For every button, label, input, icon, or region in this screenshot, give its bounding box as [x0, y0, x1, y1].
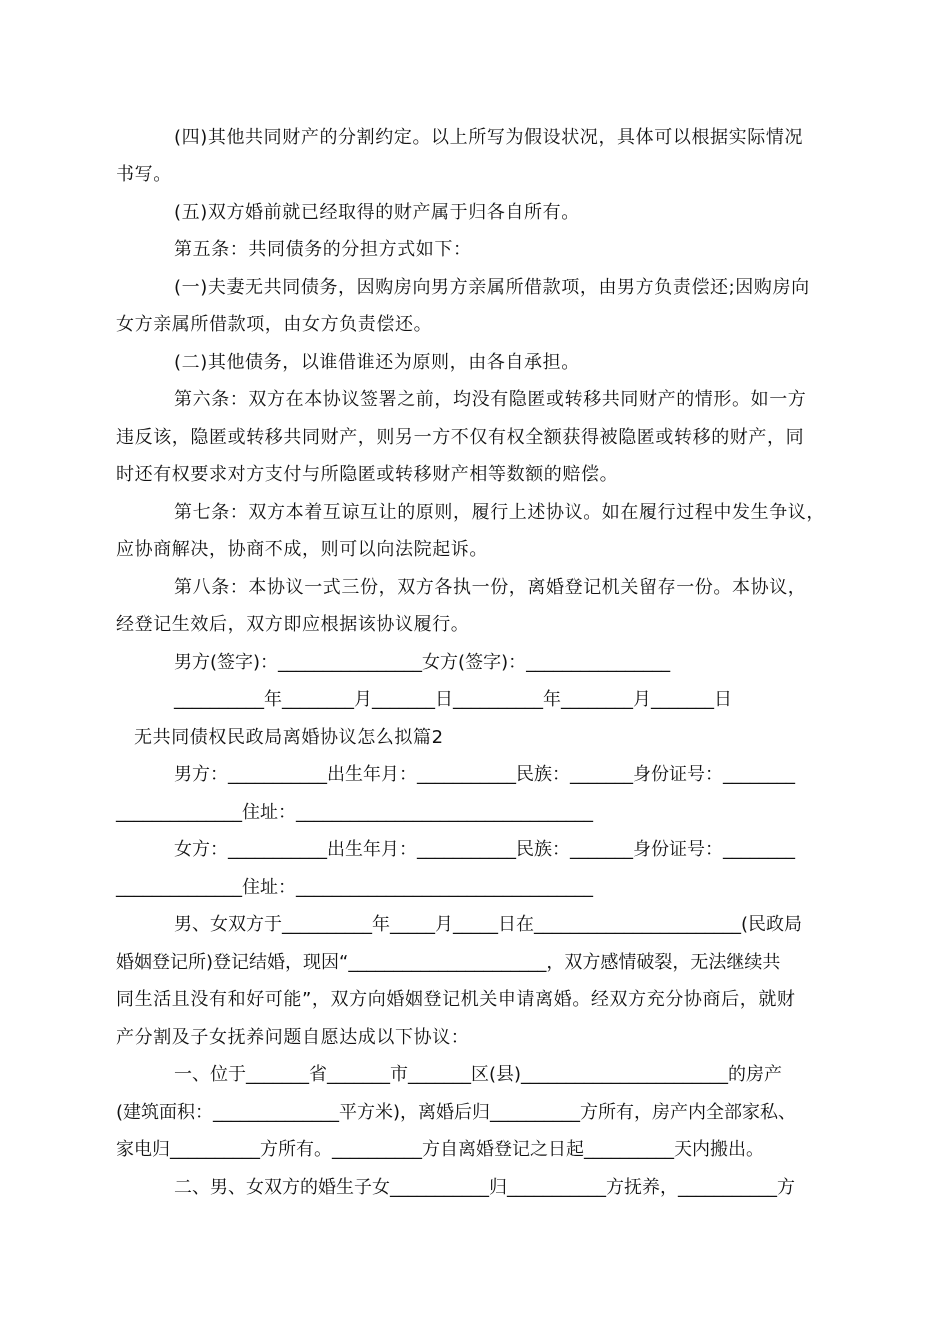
paragraph-line: (二)其他债务，以谁借谁还为原则，由各自承担。 — [174, 352, 580, 373]
paragraph-line: 第六条：双方在本协议签署之前，均没有隐匿或转移共同财产的情形。如一方 — [174, 389, 807, 410]
paragraph-line: 家电归__________方所有。__________方自离婚登记之日起__________天内搬出。 — [116, 1139, 764, 1160]
paragraph-line: 应协商解决，协商不成，则可以向法院起诉。 — [116, 539, 488, 560]
paragraph-line: 第八条：本协议一式三份，双方各执一份，离婚登记机关留存一份。本协议， — [174, 577, 807, 598]
paragraph-line: 男、女双方于__________年_____月_____日在_______________________(民政局 — [174, 914, 803, 935]
signature-line: 男方(签字)：________________女方(签字)：________________ — [174, 652, 671, 673]
paragraph-line: 女方亲属所借款项，由女方负责偿还。 — [116, 314, 433, 335]
form-line: ______________住址：_________________________________ — [116, 802, 593, 823]
paragraph-line: 时还有权要求对方支付与所隐匿或转移财产相等数额的赔偿。 — [116, 464, 619, 485]
paragraph-line: 第七条：双方本着互谅互让的原则，履行上述协议。如在履行过程中发生争议， — [174, 502, 825, 523]
section-title: 无共同债权民政局离婚协议怎么拟篇2 — [134, 727, 444, 748]
paragraph-line: (五)双方婚前就已经取得的财产属于归各自所有。 — [174, 202, 580, 223]
form-line: 男方：___________出生年月：___________民族：_______身份证号：________ — [174, 764, 795, 785]
date-line: __________年________月_______日__________年________月_______日 — [174, 689, 732, 710]
paragraph-line: 一、位于_______省_______市_______区(县)_______________________的房产 — [174, 1064, 783, 1085]
paragraph-line: 婚姻登记所)登记结婚，现因“______________________，双方感情破裂，无法继续共 — [116, 952, 781, 973]
form-line: ______________住址：_________________________________ — [116, 877, 593, 898]
paragraph-line: 同生活且没有和好可能”，双方向婚姻登记机关申请离婚。经双方充分协商后，就财 — [116, 989, 796, 1010]
paragraph-line: 经登记生效后，双方即应根据该协议履行。 — [116, 614, 470, 635]
form-line: 女方：___________出生年月：___________民族：_______身份证号：________ — [174, 839, 795, 860]
paragraph-line: (四)其他共同财产的分割约定。以上所写为假设状况，具体可以根据实际情况 — [174, 127, 804, 148]
paragraph-line: 产分割及子女抚养问题自愿达成以下协议： — [116, 1027, 470, 1048]
paragraph-line: (建筑面积：______________平方米)，离婚后归__________方所有，房产内全部家私、 — [116, 1102, 797, 1123]
paragraph-line: 书写。 — [116, 164, 172, 185]
paragraph-line: 违反该，隐匿或转移共同财产，则另一方不仅有权全额获得被隐匿或转移的财产，同 — [116, 427, 805, 448]
paragraph-line: (一)夫妻无共同债务，因购房向男方亲属所借款项，由男方负责偿还;因购房向 — [174, 277, 810, 298]
paragraph-line: 二、男、女双方的婚生子女___________归___________方抚养，___________方 — [174, 1177, 795, 1198]
article-heading: 第五条：共同债务的分担方式如下： — [174, 239, 472, 260]
